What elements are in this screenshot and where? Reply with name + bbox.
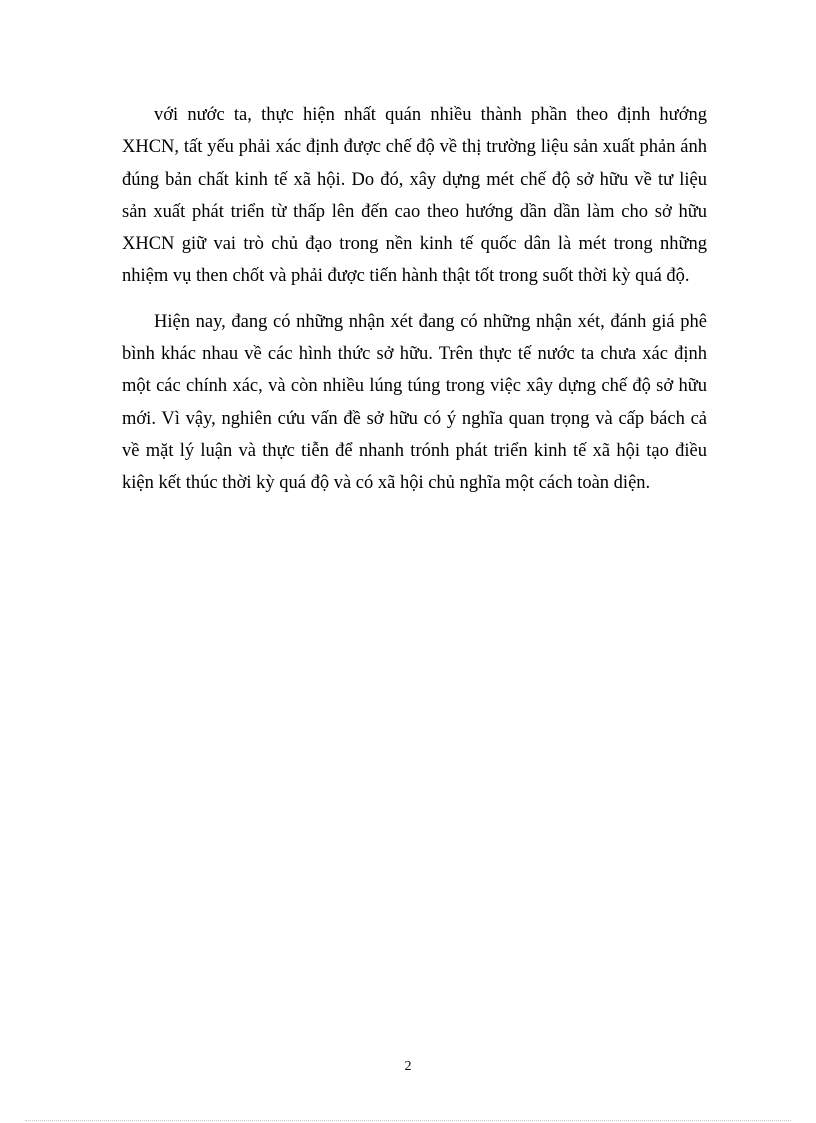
page-bottom-divider (25, 1120, 791, 1121)
paragraph: với nước ta, thực hiện nhất quán nhiều thành phần theo định hướng XHCN, tất yếu phải xác định được chế độ về thị trường liệu sản xuất phản ánh đúng bản chất kinh tế xã hội. Do đó, xây dựng mét chế độ sở hữu về tư liệu sản xuất phát triển từ thấp lên đến cao theo hướng dần dần làm cho sở hữu XHCN giữ vai trò chủ đạo trong nền kinh tế quốc dân là mét trong những nhiệm vụ then chốt và phải được tiến hành thật tốt trong suốt thời kỳ quá độ. (122, 105, 707, 287)
document-body (122, 99, 707, 500)
paragraph: Hiện nay, đang có những nhận xét đang có những nhận xét, đánh giá phê bình khác nhau về các hình thức sở hữu. Trên thực tế nước ta chưa xác định một các chính xác, và còn nhiều lúng túng trong việc xây dựng chế độ sở hữu mới. Vì vậy, nghiên cứu vấn đề sở hữu có ý nghĩa quan trọng và cấp bách cả về mặt lý luận và thực tiễn để nhanh trónh phát triển kinh tế xã hội tạo điều kiện kết thúc thời kỳ quá độ và có xã hội chủ nghĩa một cách toàn diện. (122, 311, 707, 494)
page-number: 2 (404, 1059, 412, 1074)
